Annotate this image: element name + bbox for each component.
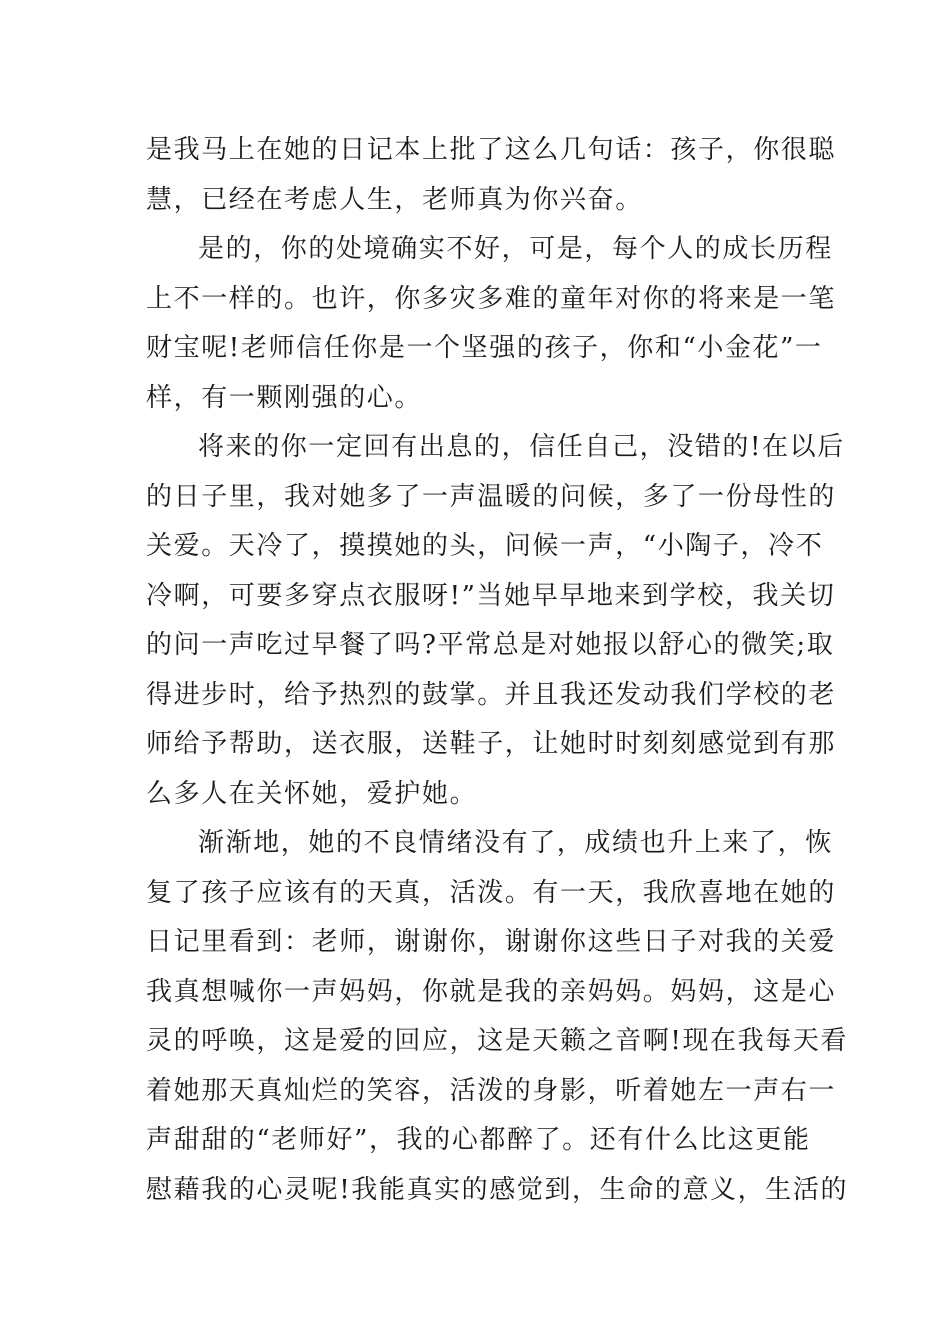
text-line: 冷啊，可要多穿点衣服呀!”当她早早地来到学校，我关切 [146, 580, 836, 611]
paragraph-first-line: 将来的你一定回有出息的，信任自己，没错的!在以后 [198, 432, 845, 462]
text-line: 得进步时，给予热烈的鼓掌。并且我还发动我们学校的老 [146, 679, 837, 710]
text-line: 着她那天真灿烂的笑容，活泼的身影，听着她左一声右一 [146, 1075, 837, 1106]
text-line: 财宝呢!老师信任你是一个坚强的孩子，你和“小金花”一 [146, 333, 823, 363]
text-line: 的问一声吃过早餐了吗?平常总是对她报以舒心的微笑;取 [146, 630, 835, 660]
text-line: 灵的呼唤，这是爱的回应，这是天籁之音啊!现在我每天看 [146, 1026, 849, 1056]
text-line: 是我马上在她的日记本上批了这么几句话：孩子，你很聪 [146, 135, 837, 165]
paragraph-first-line: 是的，你的处境确实不好，可是，每个人的成长历程 [198, 234, 833, 264]
text-line: 慰藉我的心灵呢!我能真实的感觉到，生命的意义，生活的 [146, 1174, 849, 1205]
text-line: 关爱。天冷了，摸摸她的头，问候一声，“小陶子，冷不 [146, 531, 824, 561]
text-line: 样，有一颗刚强的心。 [146, 382, 423, 413]
text-line: 师给予帮助，送衣服，送鞋子，让她时时刻刻感觉到有那 [146, 729, 837, 759]
text-line: 慧，已经在考虑人生，老师真为你兴奋。 [146, 184, 643, 215]
text-line: 我真想喊你一声妈妈，你就是我的亲妈妈。妈妈，这是心 [146, 976, 837, 1007]
text-line: 复了孩子应该有的天真，活泼。有一天，我欣喜地在她的 [146, 877, 837, 908]
text-line: 的日子里，我对她多了一声温暖的问候，多了一份母性的 [146, 481, 837, 512]
text-line: 上不一样的。也许，你多灾多难的童年对你的将来是一笔 [146, 283, 837, 314]
text-line: 声甜甜的“老师好”，我的心都醉了。还有什么比这更能 [146, 1125, 811, 1155]
body-text [146, 126, 849, 1215]
paragraph-first-line: 渐渐地，她的不良情绪没有了，成绩也升上来了，恢 [198, 828, 833, 858]
text-line: 么多人在关怀她，爱护她。 [146, 778, 478, 809]
text-line: 日记里看到：老师，谢谢你，谢谢你这些日子对我的关爱 [146, 927, 837, 957]
